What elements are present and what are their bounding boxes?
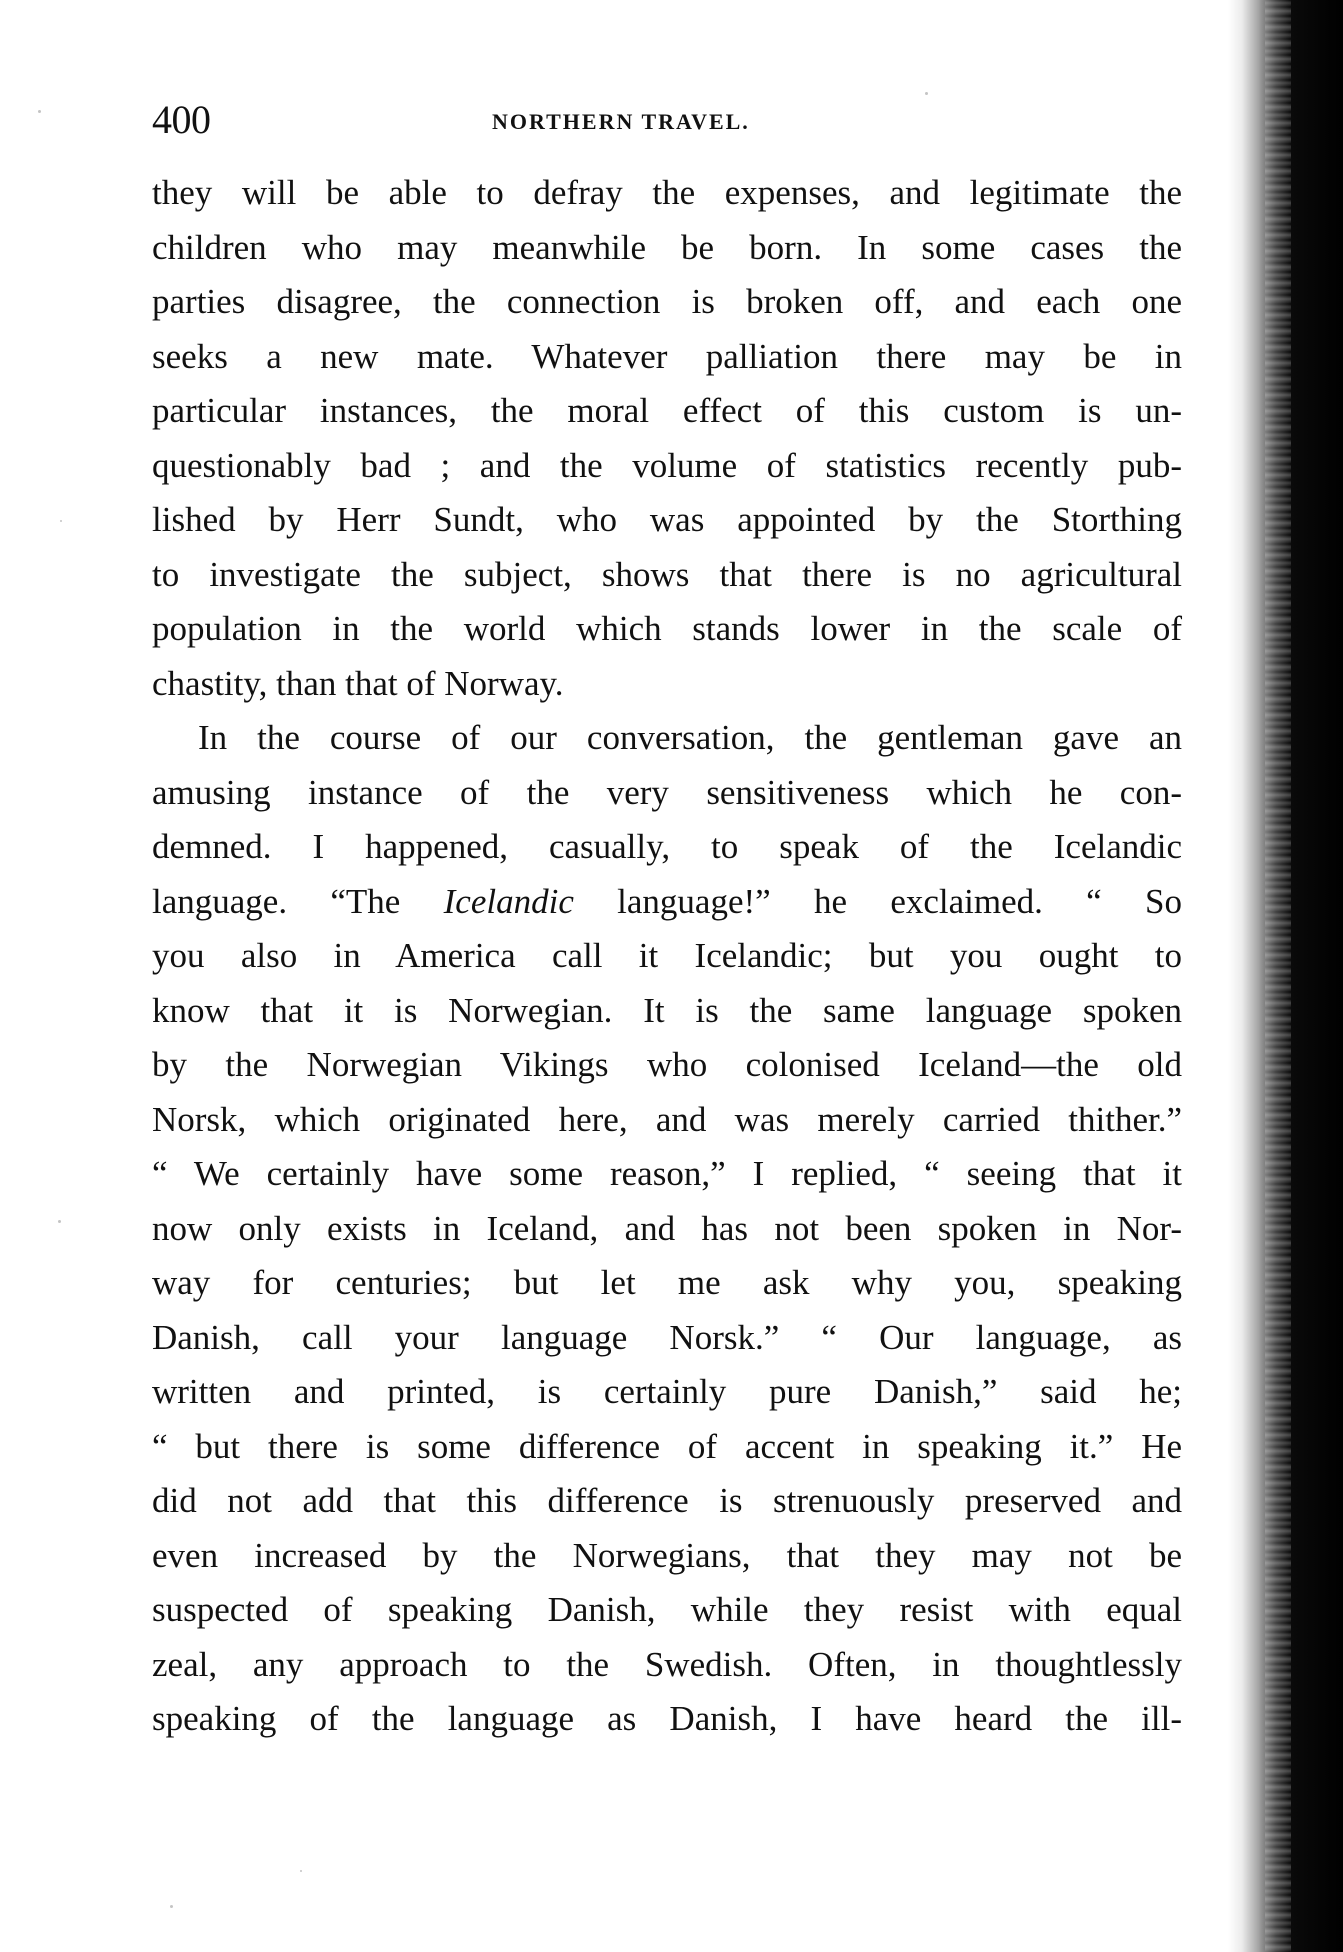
text-line: Danish, call your language Norsk.” “ Our language, as [152, 1317, 1182, 1357]
print-speck [925, 92, 928, 95]
text-line: by the Norwegian Vikings who colonised Iceland—the old [152, 1045, 1182, 1084]
text-line: they will be able to defray the expenses, and legitimate the [152, 173, 1182, 212]
text-line: population in the world which stands lower in the scale of [152, 609, 1182, 648]
text-line: “ We certainly have some reason,” I replied, “ seeing that it [152, 1154, 1182, 1193]
text-line: “ but there is some difference of accent in speaking it.” He [152, 1426, 1182, 1466]
text-line: to investigate the subject, shows that there is no agricultural [152, 554, 1182, 594]
text-line: you also in America call it Icelandic; but you ought to [152, 936, 1182, 975]
text-line: parties disagree, the connection is broken off, and each one [152, 282, 1182, 321]
text-line: chastity, than that of Norway. [152, 663, 564, 703]
body-text [152, 166, 1182, 1747]
text-line: particular instances, the moral effect of this custom is un- [152, 391, 1182, 430]
text-line: amusing instance of the very sensitiveness which he con- [152, 772, 1182, 812]
text-line: way for centuries; but let me ask why you, speaking [152, 1263, 1182, 1302]
paragraph-1 [152, 166, 1182, 711]
italic-word: Icelandic [443, 881, 574, 921]
text-line-with-italic [152, 875, 1182, 930]
text-line: Norsk, which originated here, and was merely carried thither.” [152, 1099, 1182, 1139]
paragraph-2 [152, 711, 1182, 1747]
text-line: seeks a new mate. Whatever palliation there may be in [152, 336, 1182, 376]
text-line: know that it is Norwegian. It is the same language spoken [152, 990, 1182, 1030]
text-segment: language. “The [152, 881, 444, 921]
print-speck [38, 110, 41, 113]
text-line: questionably bad ; and the volume of statistics recently pub- [152, 445, 1182, 485]
text-line: zeal, any approach to the Swedish. Often, in thoughtlessly [152, 1644, 1182, 1684]
text-segment: language!” he exclaimed. “ So [573, 881, 1182, 921]
print-speck [170, 1905, 173, 1908]
print-speck [300, 1870, 302, 1872]
text-line: written and printed, is certainly pure Danish,” said he; [152, 1372, 1182, 1411]
text-line: speaking of the language as Danish, I have heard the ill- [152, 1699, 1182, 1738]
page-edge-texture [1265, 0, 1291, 1952]
print-speck [60, 520, 62, 522]
text-line: now only exists in Iceland, and has not been spoken in Nor- [152, 1208, 1182, 1248]
text-line: demned. I happened, casually, to speak of the Icelandic [152, 827, 1182, 866]
text-line: even increased by the Norwegians, that they may not be [152, 1535, 1182, 1575]
text-line: In the course of our conversation, the gentleman gave an [198, 718, 1182, 757]
print-speck [58, 1220, 61, 1223]
text-line: suspected of speaking Danish, while they resist with equal [152, 1590, 1182, 1629]
page-number: 400 [152, 97, 211, 142]
page-header [152, 96, 1182, 144]
text-line: did not add that this difference is strenuously preserved and [152, 1481, 1182, 1520]
text-line: lished by Herr Sundt, who was appointed by the Storthing [152, 500, 1182, 539]
text-line: children who may meanwhile be born. In some cases the [152, 227, 1182, 267]
running-title: NORTHERN TRAVEL. [492, 109, 750, 134]
